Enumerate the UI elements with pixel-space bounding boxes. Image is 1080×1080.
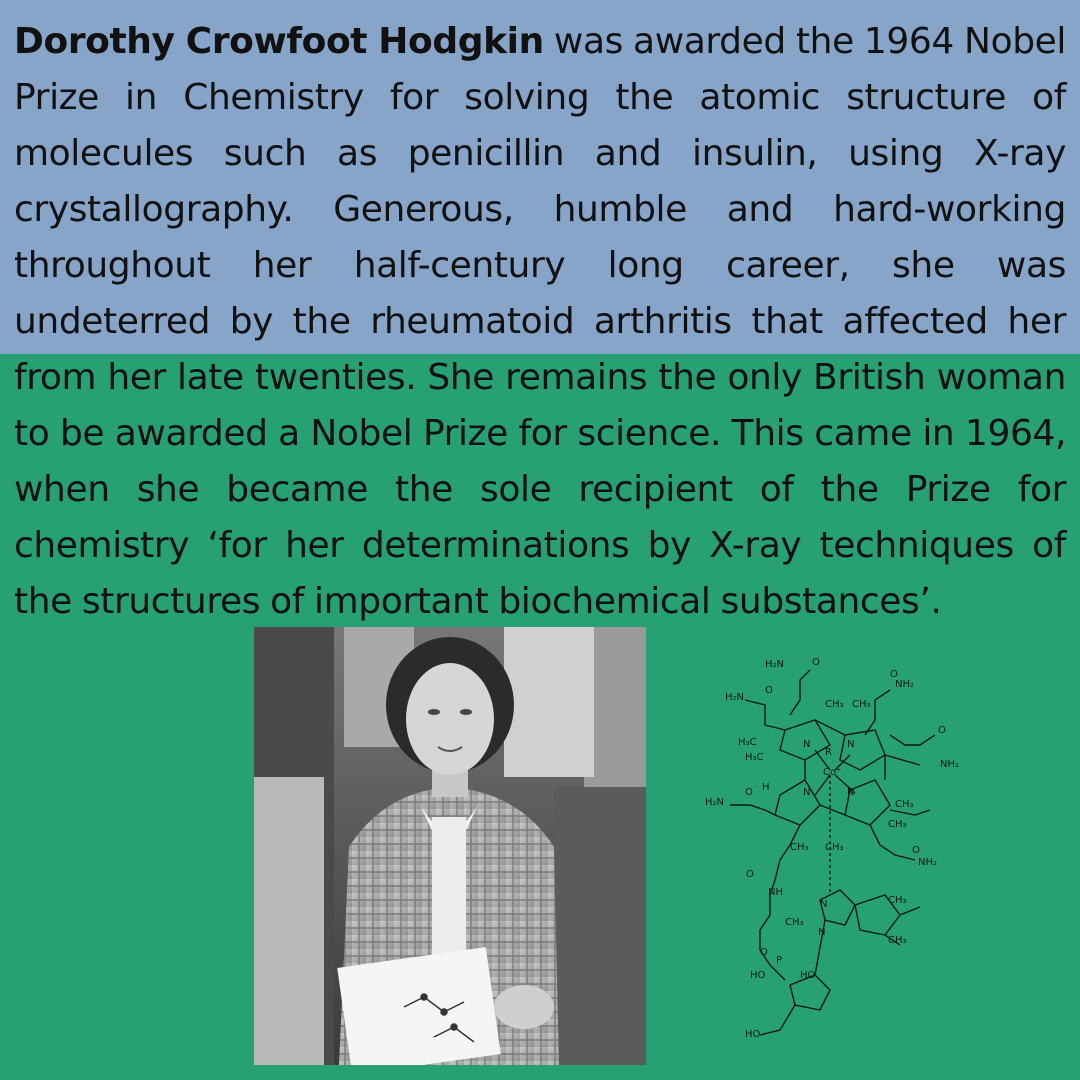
label-h2n-top: H₂N [765,659,785,670]
label-ch3-i: CH₃ [888,935,907,946]
label-o2: O [890,669,898,680]
label-ho-a: HO [750,970,766,981]
label-ch3-g: CH₃ [785,917,804,928]
label-co: Co⁺ [823,767,842,778]
label-ho-b: HO [800,970,816,981]
label-nh2-low: NH₂ [918,857,938,868]
label-p: P [776,955,783,966]
label-ch3-d: CH₃ [888,819,907,830]
label-h3c-a: H₃C [738,737,757,748]
biography-text: was awarded the 1964 Nobel Prize in Chemistry for solving the atomic structure of molecules such as penicillin and insulin, using X-ray crystallography. Generous, humble and hard-working throughout her half-century long career, she was undeterred by the rheumatoid arthritis that affected her from her late twenties. She remains the only British woman to be awarded a Nobel Prize for science. This came in 1964, when she became the sole recipient of the Prize for chemistry ‘for her determinations by X-ray techniques of the structures of important biochemical substances’. [14,21,1066,622]
label-r: R [825,747,832,758]
label-ch3-b: CH₃ [852,699,871,710]
biography-paragraph [14,14,1066,630]
label-o7: O [746,869,754,880]
label-o3: O [765,685,773,696]
scientist-name: Dorothy Crowfoot Hodgkin [14,21,544,62]
label-nh: NH [768,887,783,898]
label-o8: O [760,947,768,958]
label-h: H [762,782,770,793]
label-n4: N [847,787,855,798]
label-o6: O [912,845,920,856]
label-n5: N [820,899,828,910]
label-o5: O [745,787,753,798]
label-o4: O [938,725,946,736]
label-ch3-f: CH₃ [825,842,844,853]
label-nh2-right: NH₂ [940,759,960,770]
label-ch3-h: CH₃ [888,895,907,906]
label-ho-c: HO [745,1029,761,1040]
portrait-photo [254,627,646,1065]
label-h3c-b: H₃C [745,752,764,763]
cobalamin-structure-diagram [690,645,980,1055]
label-n6: N [818,927,826,938]
label-ch3-c: CH₃ [895,799,914,810]
label-n3: N [803,787,811,798]
label-h2n-left: H₂N [725,692,745,703]
label-ch3-e: CH₃ [790,842,809,853]
label-n1: N [803,739,811,750]
label-o1: O [812,657,820,668]
label-n2: N [847,739,855,750]
label-h2n-mid: H₂N [705,797,725,808]
label-nh2-top-right: NH₂ [895,679,915,690]
label-ch3-a: CH₃ [825,699,844,710]
